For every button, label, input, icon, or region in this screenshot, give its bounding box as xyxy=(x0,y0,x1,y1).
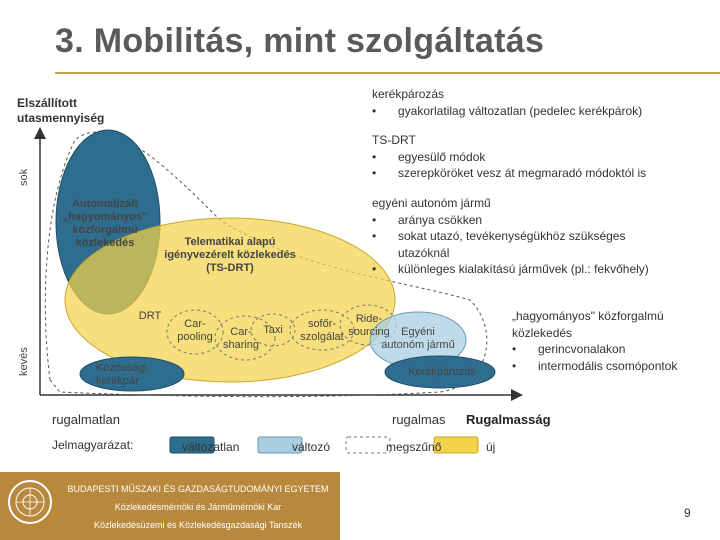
note-pt-item1 xyxy=(512,341,677,358)
carpooling-line1: Car- xyxy=(184,318,206,330)
automated-line1: Automatizált xyxy=(72,198,138,210)
community-line1: Közösségi xyxy=(96,362,147,374)
bullet: • xyxy=(512,342,517,356)
note-bike xyxy=(372,86,642,119)
drt-line3: (TS-DRT) xyxy=(206,262,254,274)
note-drt-item1-text: egyesülő módok xyxy=(398,149,486,164)
note-autonomous xyxy=(372,195,649,278)
bullet: • xyxy=(372,229,377,243)
carpooling-line2: pooling xyxy=(177,331,213,343)
note-pt-title1: „hagyományos" közforgalmú xyxy=(512,309,664,323)
note-auto-item2-cont xyxy=(372,245,649,262)
note-drt-item2-text: szerepköröket vesz át megmaradó módoktól is xyxy=(398,166,647,180)
note-drt-item1 xyxy=(372,149,646,166)
note-auto-item1 xyxy=(372,212,649,229)
note-auto-title: egyéni autonóm jármű xyxy=(372,196,491,210)
legend-unchanged-label: változatlan xyxy=(182,440,240,454)
note-drt-item2 xyxy=(372,165,646,182)
bullet: • xyxy=(372,262,377,276)
university-logo-icon xyxy=(8,480,52,524)
footer-faculty: Közlekedésmérnöki és Járműmérnöki Kar xyxy=(114,502,282,512)
ridesourcing-line1: Ride- xyxy=(355,313,383,325)
drt-line1: Telematikai alapú xyxy=(184,236,276,248)
footer-university: BUDAPESTI MŰSZAKI ÉS GAZDASÁGTUDOMÁNYI EGYETEM xyxy=(67,484,329,494)
autonomous-line1: Egyéni xyxy=(401,326,435,338)
note-drt-title: TS-DRT xyxy=(372,133,416,147)
sofor-line2: szolgálat xyxy=(300,331,344,343)
note-pt-item1-text: gerincvonalakon xyxy=(538,342,626,356)
drt-line2: igényvezérelt közlekedés xyxy=(164,249,296,261)
note-pt-item2-text: intermodális csomópontok xyxy=(538,358,678,373)
automated-line2: „hagyományos" xyxy=(62,211,148,223)
bullet: • xyxy=(372,212,377,227)
drt-short-label: DRT xyxy=(138,310,162,322)
note-auto-item2b-text: utazóknál xyxy=(398,245,450,260)
x-axis-title: Rugalmasság xyxy=(466,412,551,427)
legend-changing-label: változó xyxy=(292,440,331,454)
legend-swatch-ceasing xyxy=(346,437,390,453)
bullet: • xyxy=(512,358,517,373)
note-public-transport xyxy=(512,308,677,374)
carsharing-line1: Car- xyxy=(230,326,252,338)
note-bike-item1-text: gyakorlatilag változatlan (pedelec kerékpárok) xyxy=(398,103,643,118)
note-auto-item3-text: különleges kialakítású járművek (pl.: fekvőhely) xyxy=(398,262,649,276)
x-axis-left-label: rugalmatlan xyxy=(52,412,120,427)
footer-department: Közlekedésüzemi és Közlekedésgazdasági Tanszék xyxy=(94,520,302,530)
x-axis-right-label: rugalmas xyxy=(392,412,446,427)
carsharing-line2: sharing xyxy=(222,339,260,351)
note-drt xyxy=(372,132,646,182)
slide-title: 3. Mobilitás, mint szolgáltatás xyxy=(55,22,545,60)
note-pt-item2 xyxy=(512,358,677,375)
carpooling-label xyxy=(170,318,220,344)
y-axis-label-line2: utasmennyiség xyxy=(17,111,105,125)
bullet: • xyxy=(372,103,377,118)
note-auto-item3 xyxy=(372,261,649,278)
y-axis-label-line1: Elszállított xyxy=(17,96,78,110)
note-bike-title: kerékpározás xyxy=(372,87,445,101)
community-bike-label xyxy=(96,362,166,388)
ts-drt-label xyxy=(160,236,300,275)
ridesourcing-line2: sourcing xyxy=(348,326,390,338)
legend-new-label: új xyxy=(486,440,496,454)
note-pt-title2: közlekedés xyxy=(512,325,573,340)
note-auto-item2 xyxy=(372,228,649,245)
page-number: 9 xyxy=(684,506,691,520)
autonomous-label xyxy=(370,326,466,352)
note-auto-item1-text: aránya csökken xyxy=(398,212,483,227)
bullet: • xyxy=(372,149,377,164)
bullet: • xyxy=(372,166,377,180)
y-axis-high-label: sok xyxy=(18,168,30,186)
autonomous-line2: autonóm jármű xyxy=(381,339,455,351)
taxi-label: Taxi xyxy=(263,324,283,336)
bike-label: Kerékpározás xyxy=(408,366,476,378)
note-bike-item1 xyxy=(372,103,642,120)
automated-line4: közlekedés xyxy=(75,237,135,249)
y-axis-low-label: kevés xyxy=(18,347,30,376)
legend-ceasing-label: megszűnő xyxy=(386,440,442,454)
community-line2: kerékpár xyxy=(96,375,139,387)
legend-label: Jelmagyarázat: xyxy=(52,438,134,452)
sofor-line1: sofőr- xyxy=(307,318,337,330)
automated-transport-label xyxy=(55,198,155,250)
note-auto-item2a-text: sokat utazó, tevékenységükhöz szükséges xyxy=(398,229,626,243)
automated-line3: közforgalmú xyxy=(72,224,138,236)
